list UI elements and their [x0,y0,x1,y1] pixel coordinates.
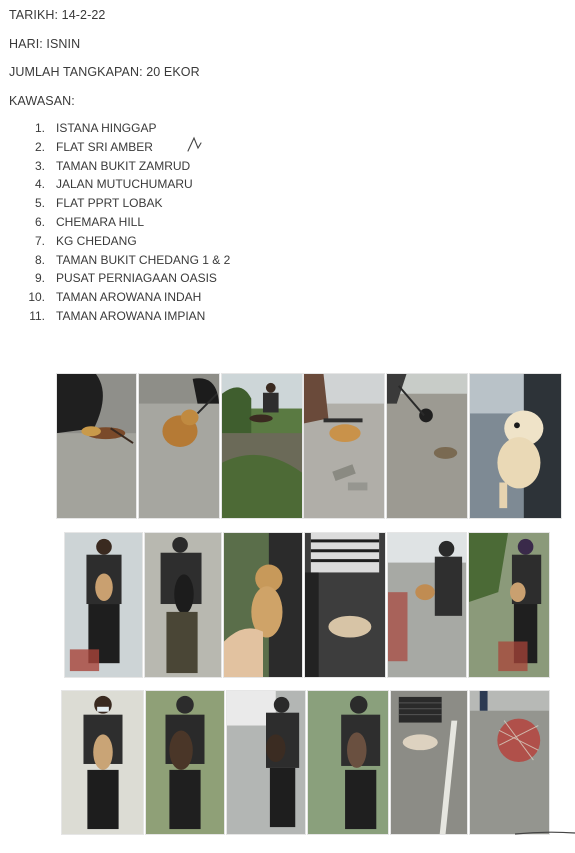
photo-worker-near-van [226,690,306,835]
photo-dog-with-catch-pole [138,373,220,519]
area-name: TAMAN BUKIT ZAMRUD [56,158,191,173]
photo-worker-standing-with-dog [468,532,550,678]
pen-stroke [515,830,575,836]
photo-worker-holding-dark-dog [144,532,222,678]
photo-worker-holding-puppy [64,532,143,678]
area-number: 11. [29,308,45,323]
photo-dog-in-trap-on-rubble [303,373,385,519]
area-number: 10. [28,290,45,305]
area-name: TAMAN AROWANA INDAH [56,290,202,305]
photo-worker-in-grass [221,373,303,519]
area-number: 8. [34,252,45,267]
photo-dog-inside-cage [304,532,386,678]
area-number: 6. [34,214,45,229]
photo-worker-holding-tan-puppy [223,532,303,678]
handwritten-tick-mark [186,134,212,154]
area-number: 7. [34,233,45,248]
area-number: 9. [34,271,45,286]
photo-worker-holding-dog-outdoors [145,690,225,835]
area-name: PUSAT PERNIAGAAN OASIS [56,271,217,286]
photo-dog-on-road-near-drain [390,690,468,835]
photo-worker-holding-small-dog [307,690,389,835]
area-name: FLAT PPRT LOBAK [56,196,163,211]
day-line: HARI: ISNIN [9,37,81,51]
area-number: 4. [34,177,45,192]
area-name: FLAT SRI AMBER [56,139,153,154]
area-name: JALAN MUTUCHUMARU [56,177,193,192]
catch-count-line: JUMLAH TANGKAPAN: 20 EKOR [9,65,200,79]
photo-worker-with-caged-dog [387,532,467,678]
photo-dog-lying-on-ground [56,373,137,519]
area-name: TAMAN AROWANA IMPIAN [56,308,206,323]
area-name: KG CHEDANG [56,233,137,248]
area-heading: KAWASAN: [9,94,75,108]
area-number: 1. [34,121,45,135]
area-name: ISTANA HINGGAP [56,121,157,135]
area-name: CHEMARA HILL [56,214,145,229]
photo-masked-worker-holding-puppy [61,690,144,835]
area-number: 5. [34,196,45,211]
area-name: TAMAN BUKIT CHEDANG 1 & 2 [56,252,231,267]
photo-dog-in-red-net [469,690,550,835]
area-number: 2. [34,139,45,154]
area-number: 3. [34,158,45,173]
photo-worker-holding-white-puppy [469,373,562,519]
photo-dog-near-roadside [386,373,468,519]
date-line: TARIKH: 14-2-22 [9,8,106,22]
